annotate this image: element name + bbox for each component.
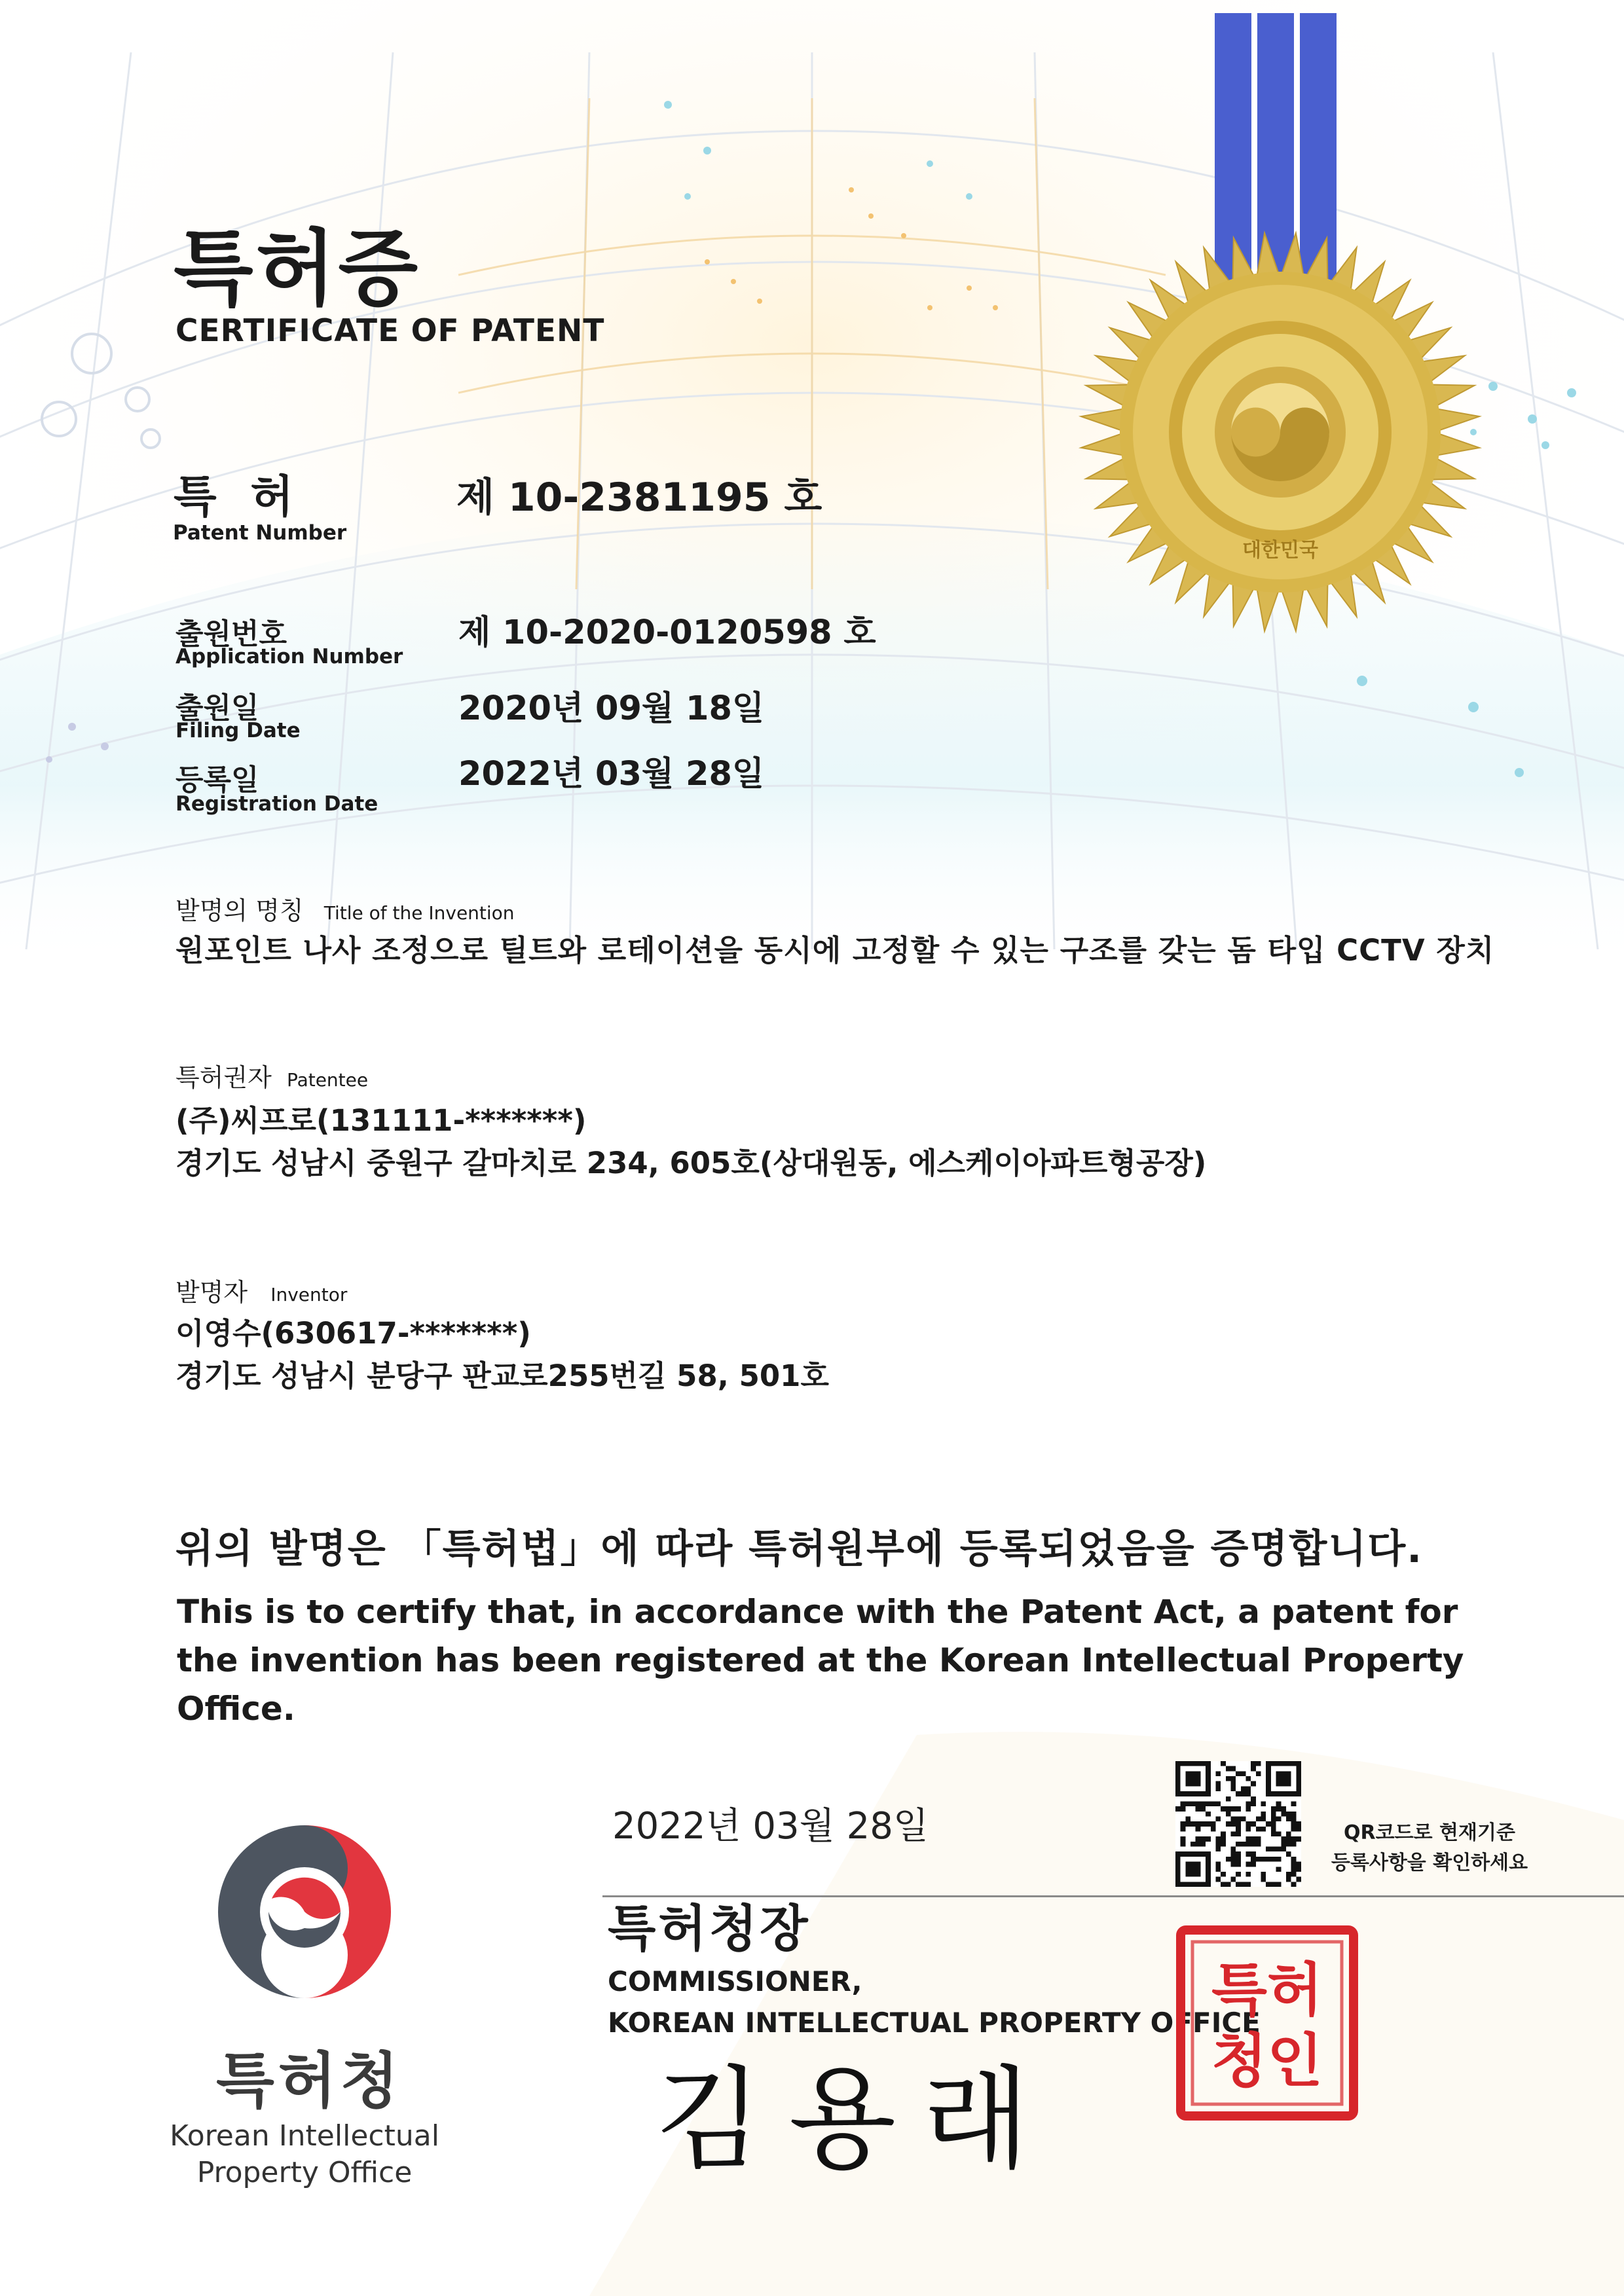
inventor-label-row [175,1272,347,1308]
registration-date-label: 등록일 [175,763,259,797]
patentee-address: 경기도 성남시 중원구 갈마치로 234, 605호(상대원동, 에스케이아파트형공장) [175,1146,1207,1180]
office-name-en-line1: Korean Intellectual [170,2119,439,2153]
svg-text:특허: 특허 [1211,1956,1323,2024]
inventor-label: 발명자 [175,1278,248,1307]
registration-date-label-en: Registration Date [175,792,378,816]
patentee-label-row [175,1057,368,1093]
patentee-name: (주)씨프로(131111-*******) [175,1103,587,1138]
qr-note-line2: 등록사항을 확인하세요 [1331,1851,1528,1874]
qr-note-line1: QR코드로 현재기준 [1344,1821,1515,1844]
office-name-en [167,2118,442,2191]
commissioner-title-en-line2: KOREAN INTELLECTUAL PROPERTY OFFICE [608,2007,1261,2039]
declaration-en: This is to certify that, in accordance with the Patent Act, a patent for the invention has been registered at the Korean Intellectual Property Office. [177,1593,1464,1728]
inventor-address: 경기도 성남시 분당구 판교로255번길 58, 501호 [175,1358,829,1393]
qr-code-icon[interactable] [1175,1761,1301,1887]
office-name: 특허청 [216,2046,403,2116]
commissioner-title: 특허청장 [608,1899,811,1958]
svg-text:청인: 청인 [1211,2026,1323,2094]
gold-medal-seal-icon [1074,13,1493,642]
office-name-en-line2: Property Office [196,2156,413,2189]
kipo-logo-icon [206,1813,403,2010]
inventor-label-en: Inventor [270,1284,348,1305]
filing-date-label: 출원일 [175,691,259,725]
patentee-label: 특허권자 [175,1063,272,1092]
invention-label-en: Title of the Invention [323,902,515,924]
patent-number-label: 특 허 [174,471,303,523]
certificate-title: 특허증 [174,221,421,317]
patentee-label-en: Patentee [286,1069,369,1091]
invention-title: 원포인트 나사 조정으로 틸트와 로테이션을 동시에 고정할 수 있는 구조를 갖는 돔 타입 CCTV 장치 [175,933,1495,968]
filing-date-value: 2020년 09월 18일 [458,689,765,728]
issue-date: 2022년 03월 28일 [612,1805,929,1848]
filing-date-label-en: Filing Date [175,719,301,742]
application-number-label: 출원번호 [175,617,287,651]
registration-date-value: 2022년 03월 28일 [458,755,765,793]
declaration-ko: 위의 발명은 「특허법」에 따라 특허원부에 등록되었음을 증명합니다. [175,1526,1424,1572]
official-seal-stamp-icon [1175,1925,1359,2121]
patent-number-value: 제 10-2381195 호 [456,475,822,520]
patent-number-label-en: Patent Number [173,521,347,545]
commissioner-title-en-line1: COMMISSIONER, [608,1965,862,1997]
qr-note [1312,1818,1547,1878]
application-number-value: 제 10-2020-0120598 호 [458,613,876,652]
inventor-name: 이영수(630617-*******) [175,1316,531,1351]
medal-text: 대한민국 [1242,539,1318,562]
commissioner-signature: 김용래 [655,2055,1056,2185]
invention-label-row [175,890,515,926]
certificate-title-en: CERTIFICATE OF PATENT [175,313,605,349]
application-number-label-en: Application Number [175,645,403,668]
invention-label: 발명의 명칭 [175,896,304,925]
